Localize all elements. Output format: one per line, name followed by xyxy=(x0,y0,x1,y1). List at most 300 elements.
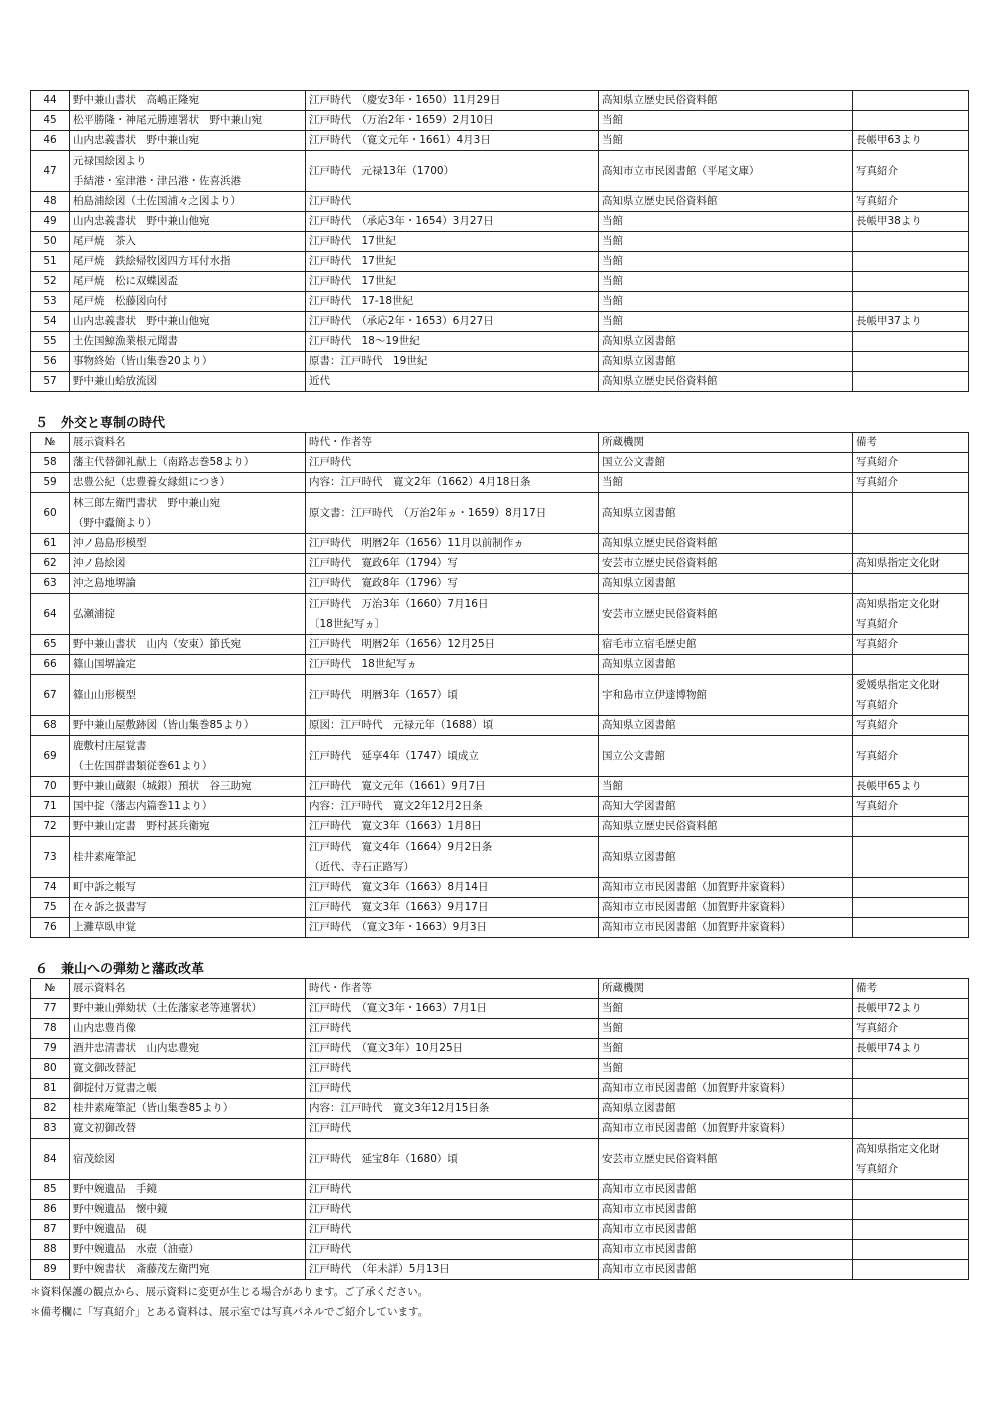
table-row xyxy=(31,372,969,392)
cell-period xyxy=(306,111,599,131)
table-row xyxy=(31,1139,969,1180)
cell-name xyxy=(70,1180,306,1200)
cell-line: 江戸時代 xyxy=(309,1082,351,1094)
cell-line: 近代 xyxy=(309,375,330,387)
cell-name xyxy=(70,1079,306,1099)
table-row xyxy=(31,1099,969,1119)
cell-line: 高知県立図書館 xyxy=(602,577,676,589)
cell-line: 江戸時代 寛文3年（1663）8月14日 xyxy=(309,881,489,893)
cell-period xyxy=(306,898,599,918)
table-row xyxy=(31,898,969,918)
cell-line: 高知県指定文化財 xyxy=(856,598,940,610)
table-row xyxy=(31,1079,969,1099)
header-cell-no: № xyxy=(31,979,70,999)
cell-no: 67 xyxy=(31,675,70,716)
cell-line: 当館 xyxy=(602,215,623,227)
cell-line: 江戸時代 17世紀 xyxy=(309,275,396,287)
cell-name xyxy=(70,192,306,212)
cell-line: 高知県立図書館 xyxy=(602,507,676,519)
cell-note xyxy=(853,372,969,392)
cell-line: 山内忠義書状 野中兼山他宛 xyxy=(73,215,210,227)
cell-period xyxy=(306,1139,599,1180)
cell-line: 江戸時代 （寛文3年）10月25日 xyxy=(309,1042,464,1054)
table-row xyxy=(31,1260,969,1280)
cell-note xyxy=(853,1139,969,1180)
cell-line: 在々訴之扱書写 xyxy=(73,901,147,913)
section-title: ５ 外交と専制の時代 xyxy=(35,416,166,431)
cell-owner xyxy=(599,554,853,574)
cell-note xyxy=(853,91,969,111)
cell-period xyxy=(306,635,599,655)
cell-line: 江戸時代 xyxy=(309,1223,351,1235)
cell-no: 78 xyxy=(31,1019,70,1039)
cell-line: 上灘草臥申覚 xyxy=(73,921,136,933)
table-row xyxy=(31,232,969,252)
cell-line: 宿茂絵図 xyxy=(73,1153,115,1165)
cell-line: 江戸時代 xyxy=(309,1183,351,1195)
table-row xyxy=(31,1119,969,1139)
cell-note xyxy=(853,1220,969,1240)
cell-owner xyxy=(599,212,853,232)
cell-line: 土佐国鯨漁業根元聞書 xyxy=(73,335,178,347)
cell-owner xyxy=(599,534,853,554)
cell-note xyxy=(853,1019,969,1039)
cell-line: 江戸時代 xyxy=(309,1062,351,1074)
cell-no: 72 xyxy=(31,817,70,837)
cell-owner xyxy=(599,655,853,675)
cell-period xyxy=(306,675,599,716)
cell-period xyxy=(306,192,599,212)
cell-line: 桂井素庵筆記（皆山集巻85より） xyxy=(73,1102,234,1114)
cell-line: 野中兼山蛤放流図 xyxy=(73,375,157,387)
cell-owner xyxy=(599,1139,853,1180)
cell-line: 国立公文書館 xyxy=(602,456,665,468)
cell-line: 写真紹介 xyxy=(856,1163,898,1175)
exhibit-table xyxy=(30,978,969,1280)
cell-period xyxy=(306,232,599,252)
cell-note xyxy=(853,534,969,554)
cell-period xyxy=(306,817,599,837)
table-header-row xyxy=(31,979,969,999)
cell-name xyxy=(70,574,306,594)
cell-line: 江戸時代 （寛文3年・1663）7月1日 xyxy=(309,1002,488,1014)
cell-line: 忠豊公紀（忠豊養女縁組につき） xyxy=(73,476,231,488)
cell-line: 当館 xyxy=(602,1042,623,1054)
cell-owner xyxy=(599,1099,853,1119)
cell-owner xyxy=(599,1220,853,1240)
cell-owner xyxy=(599,131,853,151)
cell-owner xyxy=(599,1019,853,1039)
cell-note xyxy=(853,777,969,797)
cell-line: 高知市立市民図書館 xyxy=(602,1263,697,1275)
cell-line: 高知県指定文化財 xyxy=(856,557,940,569)
cell-name xyxy=(70,1119,306,1139)
table-row xyxy=(31,554,969,574)
cell-line: 江戸時代 xyxy=(309,195,351,207)
cell-line: 内容：江戸時代 寛文2年（1662）4月18日条 xyxy=(309,476,531,488)
cell-owner xyxy=(599,898,853,918)
cell-owner xyxy=(599,736,853,777)
cell-line: 野中婉遺品 手鏡 xyxy=(73,1183,157,1195)
cell-line: 江戸時代 明暦2年（1656）12月25日 xyxy=(309,638,496,650)
table-row xyxy=(31,192,969,212)
cell-note xyxy=(853,473,969,493)
cell-line: 安芸市立歴史民俗資料館 xyxy=(602,1153,718,1165)
cell-line: 松平勝隆・神尾元勝連署状 野中兼山宛 xyxy=(73,114,262,126)
cell-owner xyxy=(599,817,853,837)
cell-owner xyxy=(599,372,853,392)
cell-name xyxy=(70,473,306,493)
cell-period xyxy=(306,534,599,554)
cell-line: 当館 xyxy=(602,295,623,307)
cell-period xyxy=(306,1260,599,1280)
cell-line: 野中婉書状 斎藤茂左衛門宛 xyxy=(73,1263,210,1275)
cell-line: 当館 xyxy=(602,255,623,267)
cell-line: 高知県立図書館 xyxy=(602,355,676,367)
cell-name xyxy=(70,151,306,192)
cell-period xyxy=(306,151,599,192)
cell-line: 当館 xyxy=(602,780,623,792)
cell-line: 写真紹介 xyxy=(856,165,898,177)
cell-no: 73 xyxy=(31,837,70,878)
cell-note xyxy=(853,232,969,252)
cell-line: 藩主代替御礼献上（南路志巻58より） xyxy=(73,456,255,468)
cell-name xyxy=(70,252,306,272)
cell-line: 江戸時代 18世紀写ヵ xyxy=(309,658,417,670)
cell-period xyxy=(306,1200,599,1220)
cell-line: 長帳甲63より xyxy=(856,134,922,146)
cell-no: 61 xyxy=(31,534,70,554)
cell-line: 沖之島地堺論 xyxy=(73,577,136,589)
cell-line: 江戸時代 明暦2年（1656）11月以前制作ヵ xyxy=(309,537,524,549)
cell-line: 写真紹介 xyxy=(856,750,898,762)
table-row xyxy=(31,1220,969,1240)
cell-line: 江戸時代 18～19世紀 xyxy=(309,335,420,347)
cell-line: 当館 xyxy=(602,476,623,488)
cell-line: 江戸時代 寛政8年（1796）写 xyxy=(309,577,458,589)
cell-line: 江戸時代 寛文3年（1663）1月8日 xyxy=(309,820,482,832)
cell-note xyxy=(853,574,969,594)
cell-period xyxy=(306,574,599,594)
cell-line: 当館 xyxy=(602,1022,623,1034)
cell-line: 江戸時代 寛文4年（1664）9月2日条 xyxy=(309,841,493,853)
cell-note xyxy=(853,151,969,192)
cell-line: 当館 xyxy=(602,134,623,146)
cell-note xyxy=(853,594,969,635)
cell-note xyxy=(853,111,969,131)
header-cell-period: 時代・作者等 xyxy=(306,979,599,999)
table-row xyxy=(31,675,969,716)
cell-period xyxy=(306,1059,599,1079)
cell-name xyxy=(70,797,306,817)
cell-line: 江戸時代 明暦3年（1657）頃 xyxy=(309,689,458,701)
cell-name xyxy=(70,1039,306,1059)
header-cell-no: № xyxy=(31,433,70,453)
cell-no: 45 xyxy=(31,111,70,131)
cell-line: 高知県立図書館 xyxy=(602,335,676,347)
cell-line: 江戸時代 （慶安3年・1650）11月29日 xyxy=(309,94,501,106)
cell-name xyxy=(70,1220,306,1240)
cell-line: 長帳甲72より xyxy=(856,1002,922,1014)
cell-note xyxy=(853,1260,969,1280)
cell-name xyxy=(70,212,306,232)
cell-owner xyxy=(599,1059,853,1079)
cell-line: 篠山国堺論定 xyxy=(73,658,136,670)
cell-note xyxy=(853,453,969,473)
table-row xyxy=(31,91,969,111)
cell-no: 51 xyxy=(31,252,70,272)
cell-owner xyxy=(599,918,853,938)
header-cell-note: 備考 xyxy=(853,979,969,999)
cell-name xyxy=(70,1099,306,1119)
cell-name xyxy=(70,1059,306,1079)
cell-name xyxy=(70,675,306,716)
cell-note xyxy=(853,1240,969,1260)
cell-period xyxy=(306,252,599,272)
cell-name xyxy=(70,817,306,837)
cell-line: 宇和島市立伊達博物館 xyxy=(602,689,707,701)
cell-period xyxy=(306,878,599,898)
cell-period xyxy=(306,453,599,473)
cell-period xyxy=(306,1220,599,1240)
cell-line: 江戸時代 元禄13年（1700） xyxy=(309,165,455,177)
cell-line: 野中兼山屋敷跡図（皆山集巻85より） xyxy=(73,719,255,731)
cell-note xyxy=(853,918,969,938)
cell-period xyxy=(306,1180,599,1200)
cell-owner xyxy=(599,111,853,131)
header-cell-name: 展示資料名 xyxy=(70,433,306,453)
cell-no: 62 xyxy=(31,554,70,574)
footnote: ＊備考欄に「写真紹介」とある資料は、展示室では写真パネルでご紹介しています。 xyxy=(30,1306,429,1318)
cell-no: 65 xyxy=(31,635,70,655)
cell-note xyxy=(853,999,969,1019)
cell-line: 尾戸焼 松藤図向付 xyxy=(73,295,168,307)
cell-name xyxy=(70,716,306,736)
cell-name xyxy=(70,292,306,312)
section-spacer xyxy=(30,392,968,416)
cell-owner xyxy=(599,192,853,212)
table-row xyxy=(31,352,969,372)
table-row xyxy=(31,534,969,554)
table-row xyxy=(31,1059,969,1079)
footnote: ＊資料保護の観点から、展示資料に変更が生じる場合があります。ご了承ください。 xyxy=(30,1286,429,1298)
table-row xyxy=(31,312,969,332)
cell-note xyxy=(853,493,969,534)
cell-line: 寛文初御改替 xyxy=(73,1122,136,1134)
cell-owner xyxy=(599,1039,853,1059)
cell-owner xyxy=(599,332,853,352)
cell-no: 56 xyxy=(31,352,70,372)
cell-no: 89 xyxy=(31,1260,70,1280)
cell-line: 寛文御改替記 xyxy=(73,1062,136,1074)
cell-period xyxy=(306,212,599,232)
cell-line: 高知大学図書館 xyxy=(602,800,676,812)
cell-note xyxy=(853,252,969,272)
cell-period xyxy=(306,1119,599,1139)
cell-line: 高知県立図書館 xyxy=(602,658,676,670)
cell-period xyxy=(306,1039,599,1059)
cell-owner xyxy=(599,777,853,797)
cell-no: 57 xyxy=(31,372,70,392)
cell-line: 江戸時代 延享4年（1747）頃成立 xyxy=(309,750,479,762)
cell-period xyxy=(306,716,599,736)
cell-line: 高知県立図書館 xyxy=(602,851,676,863)
cell-no: 76 xyxy=(31,918,70,938)
cell-name xyxy=(70,91,306,111)
cell-name xyxy=(70,111,306,131)
cell-period xyxy=(306,655,599,675)
table-row xyxy=(31,1200,969,1220)
cell-no: 69 xyxy=(31,736,70,777)
cell-owner xyxy=(599,272,853,292)
cell-no: 58 xyxy=(31,453,70,473)
cell-name xyxy=(70,878,306,898)
cell-owner xyxy=(599,1260,853,1280)
cell-line: 野中兼山弾劾状（土佐藩家老等連署状） xyxy=(73,1002,262,1014)
cell-line: 原文書：江戸時代 （万治2年ヵ・1659）8月17日 xyxy=(309,507,547,519)
cell-name xyxy=(70,777,306,797)
cell-line: 山内忠豊肖像 xyxy=(73,1022,136,1034)
cell-period xyxy=(306,594,599,635)
header-cell-name: 展示資料名 xyxy=(70,979,306,999)
cell-name xyxy=(70,999,306,1019)
cell-line: 当館 xyxy=(602,235,623,247)
cell-line: 弘瀬浦掟 xyxy=(73,608,115,620)
cell-note xyxy=(853,736,969,777)
cell-note xyxy=(853,675,969,716)
header-cell-owner: 所蔵機関 xyxy=(599,979,853,999)
cell-name xyxy=(70,655,306,675)
cell-name xyxy=(70,312,306,332)
cell-note xyxy=(853,1180,969,1200)
table-row xyxy=(31,736,969,777)
cell-line: 尾戸焼 茶入 xyxy=(73,235,136,247)
table-row xyxy=(31,1039,969,1059)
table-row xyxy=(31,1180,969,1200)
cell-owner xyxy=(599,352,853,372)
cell-no: 82 xyxy=(31,1099,70,1119)
cell-line: 野中婉遺品 硯 xyxy=(73,1223,147,1235)
cell-line: 町中訴之帳写 xyxy=(73,881,136,893)
cell-line: 江戸時代 寛文3年（1663）9月17日 xyxy=(309,901,489,913)
cell-line: 事物終始（皆山集巻20より） xyxy=(73,355,213,367)
cell-line: 当館 xyxy=(602,1002,623,1014)
cell-name xyxy=(70,837,306,878)
cell-line: 高知市立市民図書館（平尾文庫） xyxy=(602,165,760,177)
sections-container xyxy=(30,90,968,1280)
cell-line: 江戸時代 17世紀 xyxy=(309,235,396,247)
cell-line: 野中婉遺品 懐中鏡 xyxy=(73,1203,168,1215)
cell-name xyxy=(70,594,306,635)
cell-name xyxy=(70,1139,306,1180)
cell-owner xyxy=(599,716,853,736)
cell-name xyxy=(70,635,306,655)
cell-owner xyxy=(599,473,853,493)
cell-no: 49 xyxy=(31,212,70,232)
cell-period xyxy=(306,131,599,151)
cell-line: 原図：江戸時代 元禄元年（1688）頃 xyxy=(309,719,494,731)
cell-owner xyxy=(599,252,853,272)
cell-line: 尾戸焼 鉄絵帰牧図四方耳付水指 xyxy=(73,255,231,267)
table-row xyxy=(31,837,969,878)
cell-line: 安芸市立歴史民俗資料館 xyxy=(602,608,718,620)
cell-name xyxy=(70,554,306,574)
cell-line: 野中兼山書状 山内（安東）節氏宛 xyxy=(73,638,241,650)
cell-name xyxy=(70,534,306,554)
table-row xyxy=(31,999,969,1019)
cell-line: 長帳甲65より xyxy=(856,780,922,792)
table-row xyxy=(31,878,969,898)
cell-line: 安芸市立歴史民俗資料館 xyxy=(602,557,718,569)
cell-period xyxy=(306,292,599,312)
cell-period xyxy=(306,1240,599,1260)
cell-line: 江戸時代 寛政6年（1794）写 xyxy=(309,557,458,569)
cell-line: 高知市立市民図書館（加賀野井家資料） xyxy=(602,921,791,933)
cell-line: 写真紹介 xyxy=(856,1022,898,1034)
cell-line: 酒井忠清書状 山内忠豊宛 xyxy=(73,1042,199,1054)
cell-line: 高知県立歴史民俗資料館 xyxy=(602,375,718,387)
cell-line: 江戸時代 （寛文3年・1663）9月3日 xyxy=(309,921,488,933)
cell-name xyxy=(70,1200,306,1220)
cell-line: 当館 xyxy=(602,114,623,126)
cell-line: 沖ノ島絵図 xyxy=(73,557,126,569)
cell-line: 野中婉遺品 水壺（油壺） xyxy=(73,1243,199,1255)
table-row xyxy=(31,716,969,736)
cell-note xyxy=(853,878,969,898)
cell-note xyxy=(853,192,969,212)
cell-name xyxy=(70,453,306,473)
cell-owner xyxy=(599,1079,853,1099)
cell-note xyxy=(853,797,969,817)
table-row xyxy=(31,574,969,594)
cell-no: 54 xyxy=(31,312,70,332)
header-cell-owner: 所蔵機関 xyxy=(599,433,853,453)
cell-line: 宿毛市立宿毛歴史館 xyxy=(602,638,697,650)
cell-no: 83 xyxy=(31,1119,70,1139)
cell-line: 江戸時代 xyxy=(309,1203,351,1215)
cell-line: 写真紹介 xyxy=(856,476,898,488)
cell-line: 当館 xyxy=(602,315,623,327)
cell-no: 60 xyxy=(31,493,70,534)
cell-period xyxy=(306,554,599,574)
cell-period xyxy=(306,272,599,292)
cell-no: 46 xyxy=(31,131,70,151)
table-row xyxy=(31,1019,969,1039)
section-title: ６ 兼山への弾劾と藩政改革 xyxy=(35,962,205,977)
cell-line: （近代、寺石正路写） xyxy=(309,861,414,873)
cell-line: 写真紹介 xyxy=(856,618,898,630)
cell-note xyxy=(853,131,969,151)
cell-no: 53 xyxy=(31,292,70,312)
cell-line: 長帳甲37より xyxy=(856,315,922,327)
header-cell-period: 時代・作者等 xyxy=(306,433,599,453)
cell-no: 81 xyxy=(31,1079,70,1099)
cell-no: 79 xyxy=(31,1039,70,1059)
cell-line: 写真紹介 xyxy=(856,719,898,731)
cell-note xyxy=(853,1099,969,1119)
table-row xyxy=(31,151,969,192)
cell-no: 85 xyxy=(31,1180,70,1200)
cell-owner xyxy=(599,675,853,716)
cell-owner xyxy=(599,91,853,111)
cell-name xyxy=(70,131,306,151)
cell-line: 江戸時代 xyxy=(309,1122,351,1134)
exhibit-table xyxy=(30,90,969,392)
cell-line: 写真紹介 xyxy=(856,195,898,207)
cell-period xyxy=(306,999,599,1019)
cell-line: 高知県立歴史民俗資料館 xyxy=(602,94,718,106)
cell-no: 74 xyxy=(31,878,70,898)
